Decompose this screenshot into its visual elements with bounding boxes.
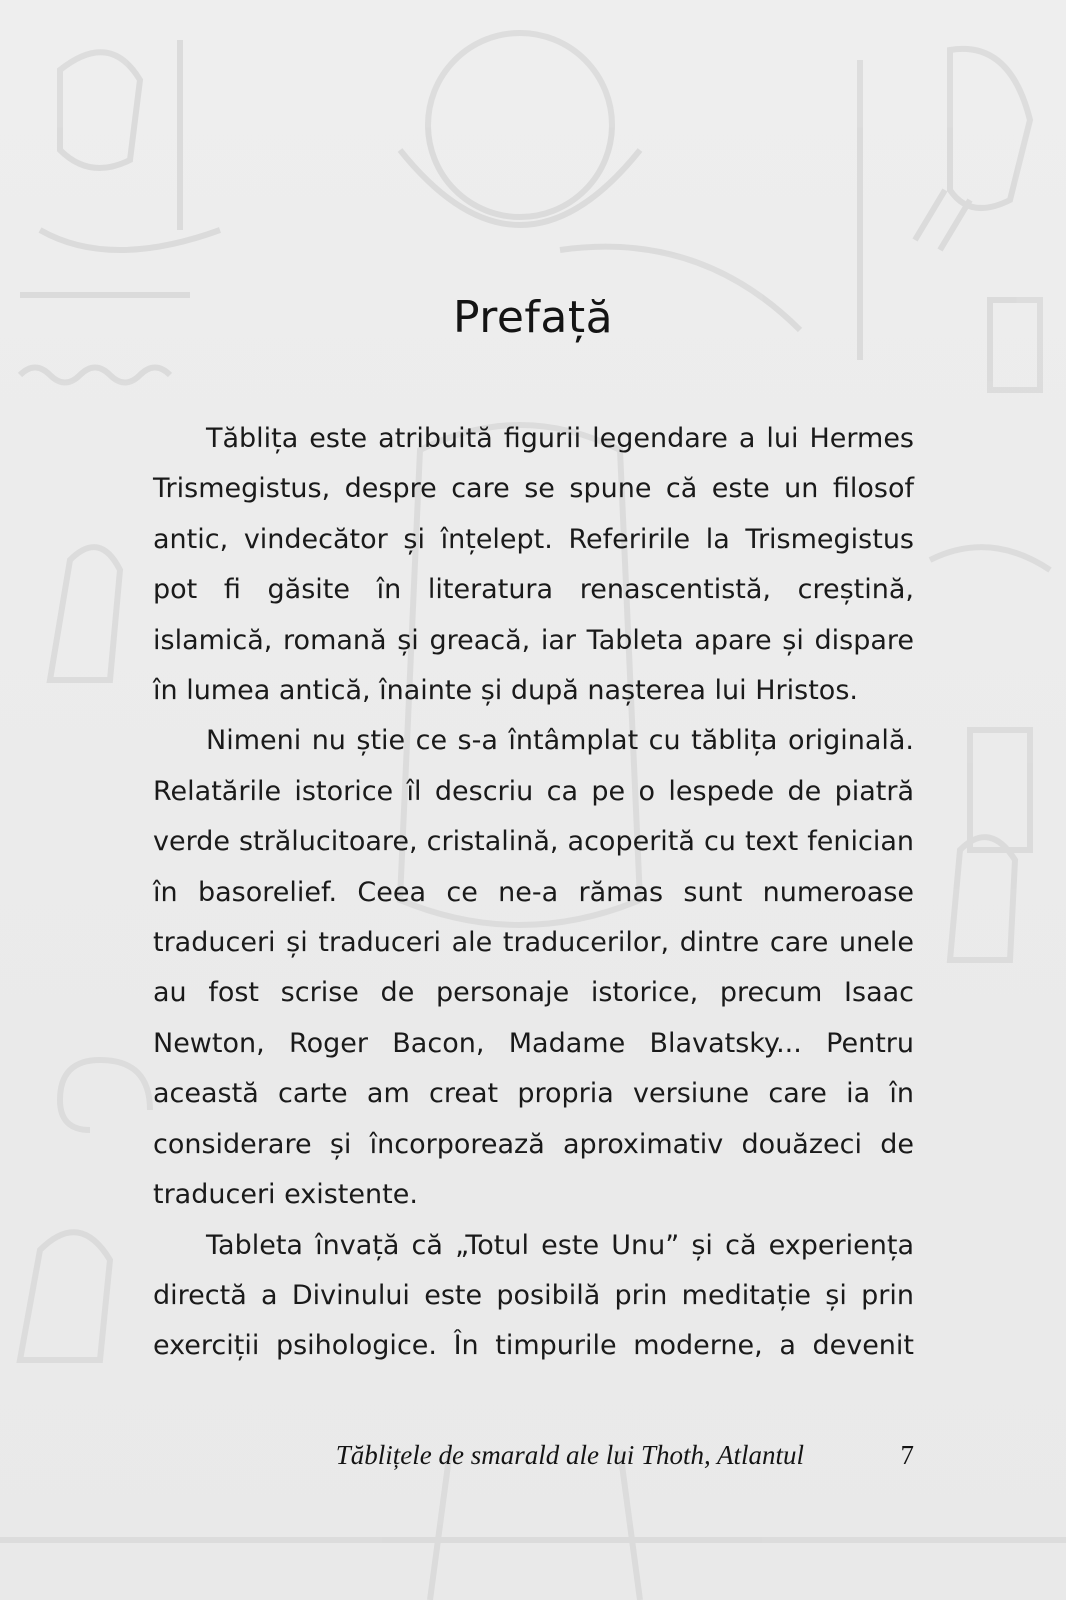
paragraph-2: Nimeni nu știe ce s-a întâmplat cu tăblița originală. Relatările istorice îl descriu ca pe o lespede de piatră verde strălucitoare, cristalină, acoperită cu text fenician în basorelief. Ceea ce ne-a rămas sunt numeroase traduceri și traduceri ale traducerilor, dintre care unele au fost scrise de personaje istorice, precum Isaac Newton, Roger Bacon, Madame Blavatsky... Pentru această carte am creat propria versiune care ia în considerare și încorporează aproximativ douăzeci de traduceri existente.	[153, 725, 914, 1211]
page-number: 7	[900, 1440, 914, 1470]
paragraph-3: Tableta învață că „Totul este Unu” și că experiența directă a Divinului este posibilă prin meditație și prin exerciții psihologice. În timpurile moderne, a devenit	[153, 1229, 914, 1362]
footer-book-title: Tăblițele de smarald ale lui Thoth, Atlantul	[335, 1440, 804, 1470]
paragraph-1: Tăblița este atribuită figurii legendare a lui Hermes Trismegistus, despre care se spune că este un filosof antic, vindecător și înțelept. Referirile la Trismegistus pot fi găsite în literatura renascentistă, creștină, islamică, romană și greacă, iar Tableta apare și dispare în lumea antică, înainte și după nașterea lui Hristos.	[153, 423, 914, 707]
page-title: Prefață	[452, 292, 614, 343]
spiral-carving	[60, 1060, 150, 1130]
body-text	[153, 414, 914, 1372]
bird-glyph-carving	[60, 52, 140, 168]
sun-disc-carving	[428, 33, 612, 217]
seated-figure-carving	[50, 547, 120, 680]
running-footer	[153, 1440, 914, 1476]
